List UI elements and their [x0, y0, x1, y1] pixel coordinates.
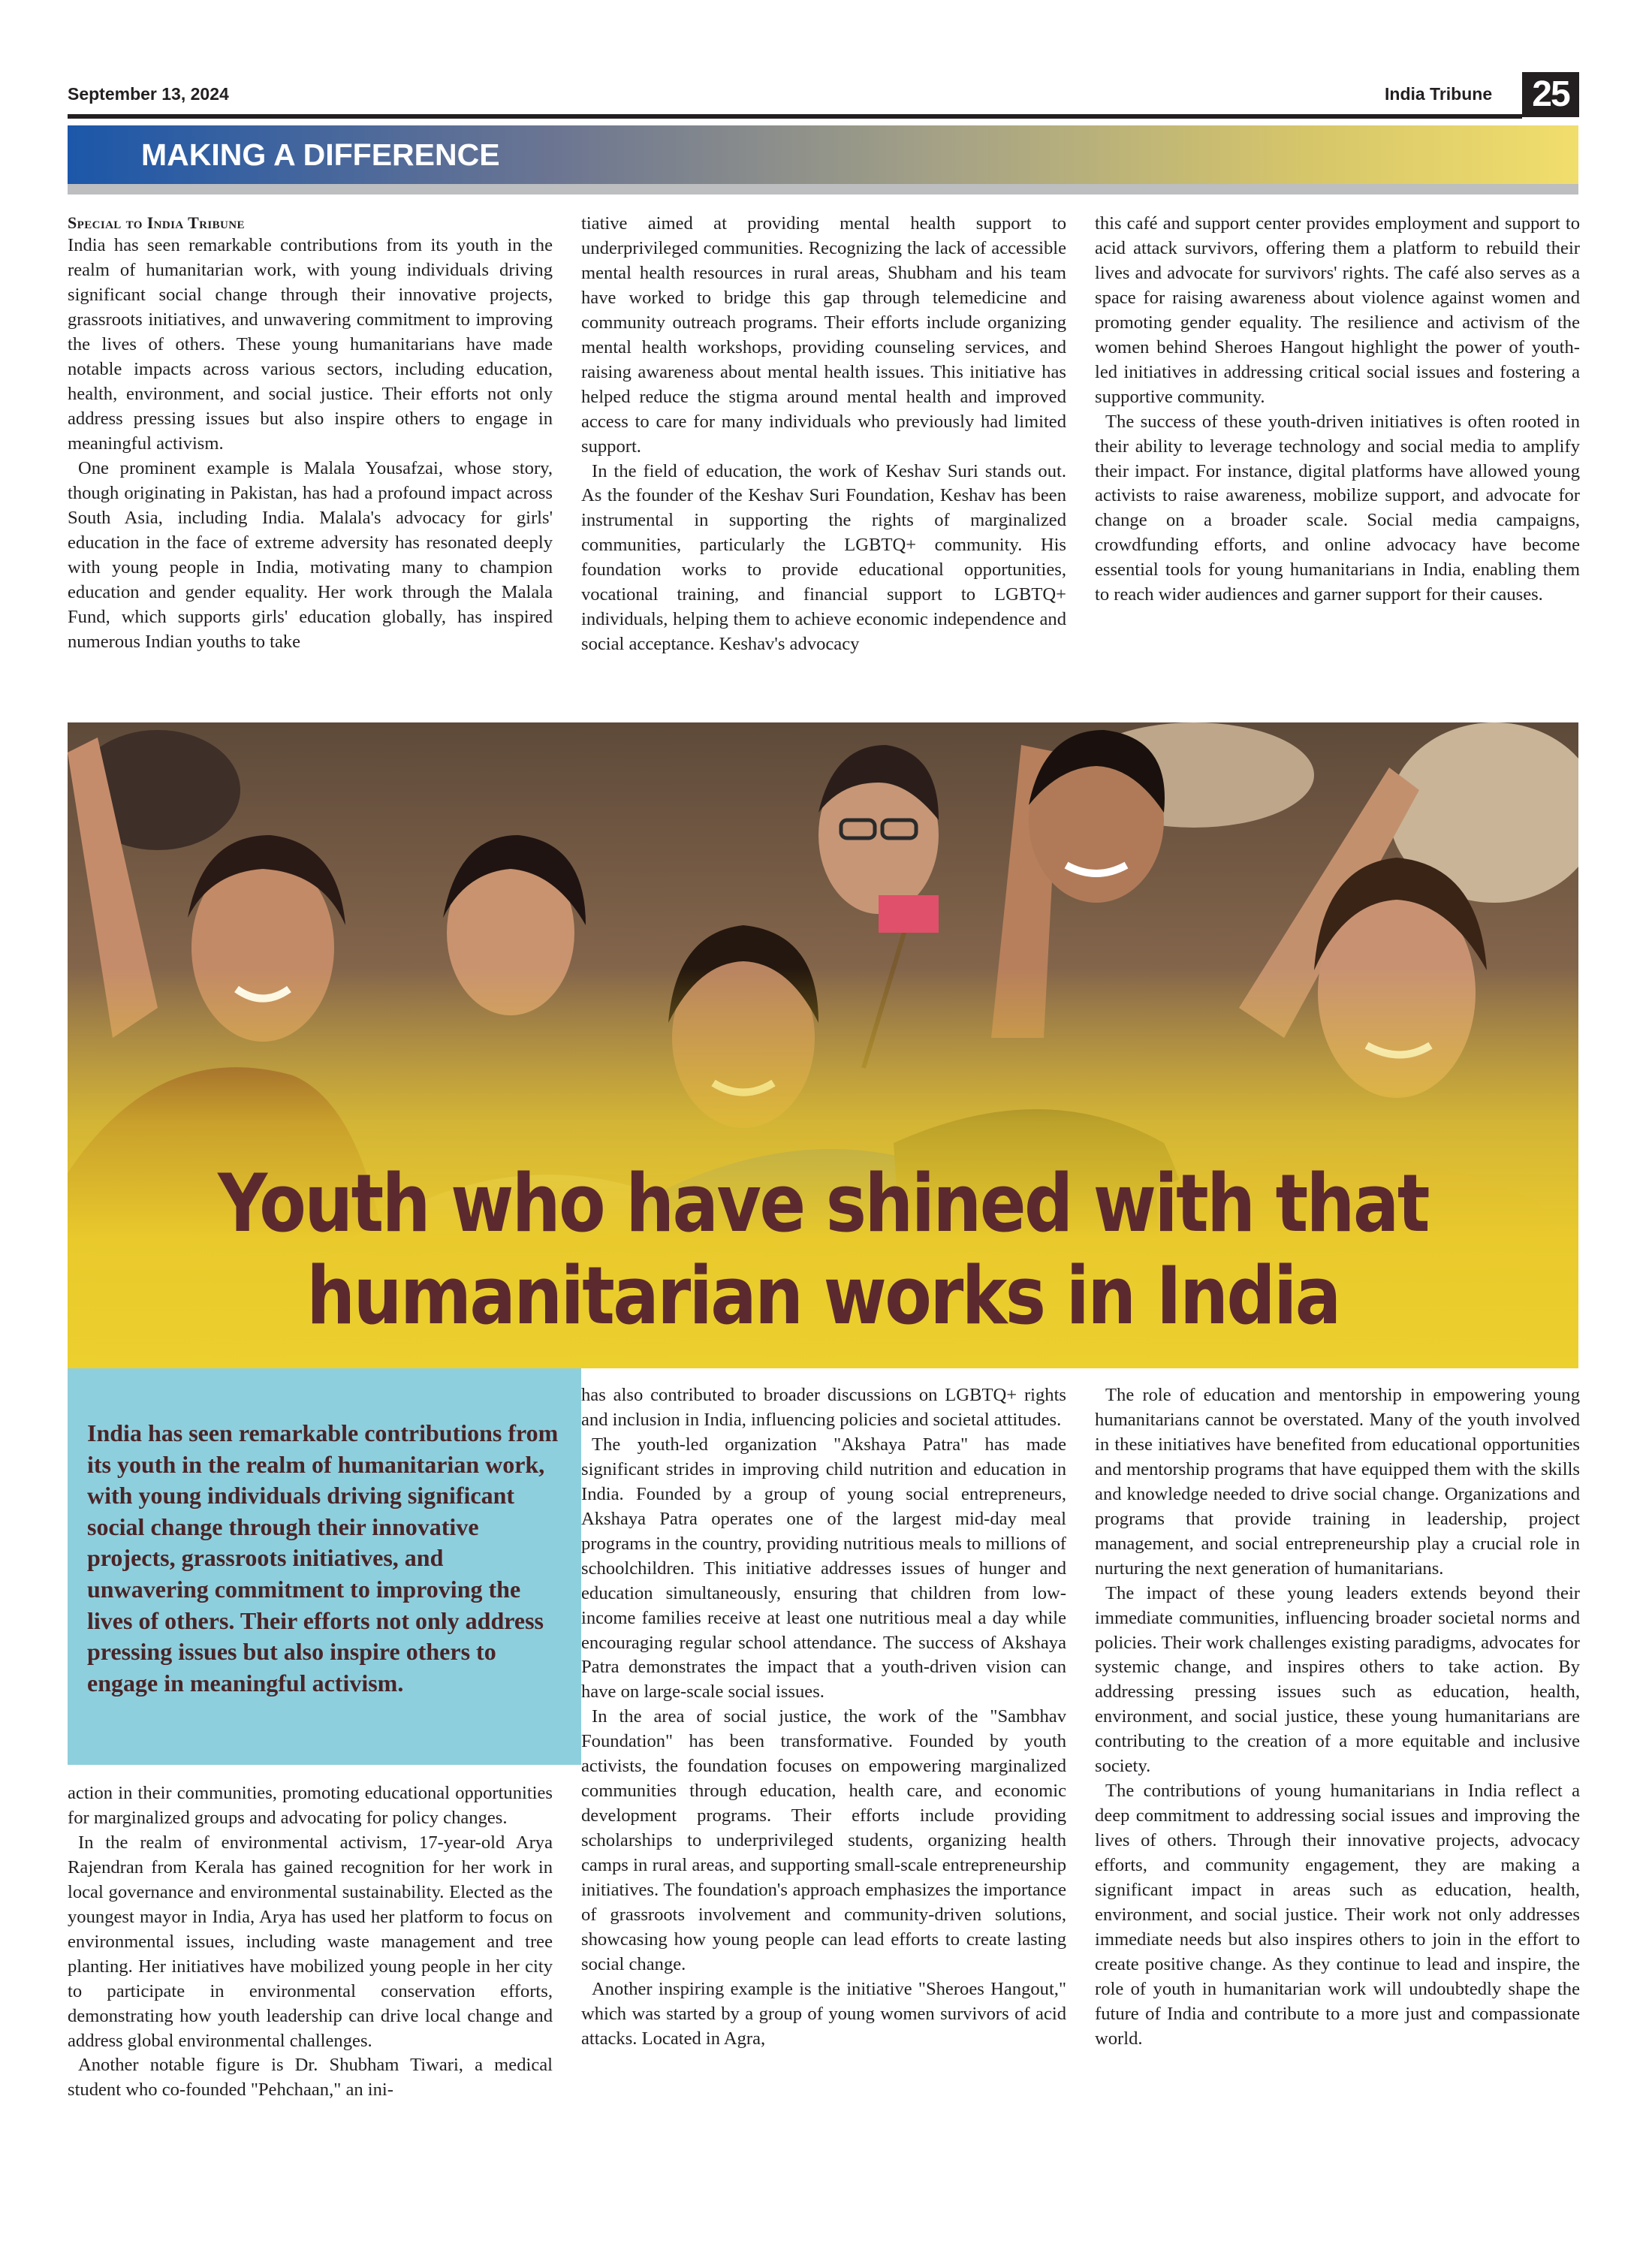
paragraph: Another notable figure is Dr. Shubham Tiwari, a medical student who co-founded "Pehchaan," an ini-: [68, 2055, 553, 2101]
pull-quote-text: India has seen remarkable contributions from its youth in the realm of humanitarian work, with young individuals driving significant social change through their innovative projects, grassroots initiatives, and unwavering commitment to improving the lives of others. Their efforts not only address pressing issues but also inspire others to engage in meaningful activism.: [87, 1419, 559, 1697]
article-column-3-bottom: [1095, 1383, 1580, 2052]
paragraph: tiative aimed at providing mental health support to underprivileged communities. Recognizing the lack of accessible mental health resources in rural areas, Shubham and his team have worked to bridge this gap through telemedicine and community outreach programs. Their efforts include organizing mental health workshops, providing counseling services, and raising awareness about mental health issues. This initiative has helped reduce the stigma around mental health and improved access to care for many individuals who previously had limited support.: [581, 213, 1066, 457]
article-column-1-bottom: [68, 1781, 553, 2103]
byline: Special to India Tribune: [68, 213, 245, 232]
paragraph: In the area of social justice, the work of the "Sambhav Foundation" has been transformative. Founded by youth activists, the foundation focuses on empowering marginalized communities through education, health care, and economic development programs. Their efforts include providing scholarships to underprivileged students, organizing health camps in rural areas, and supporting small-scale entrepreneurship initiatives. The foundation's approach emphasizes the importance of grassroots involvement and community-driven solutions, showcasing how young people can lead efforts to create lasting social change.: [581, 1706, 1066, 1974]
paragraph: India has seen remarkable contributions from its youth in the realm of humanitarian work, with young individuals driving significant social change through their innovative projects, grassroots initiatives, and unwavering commitment to improving the lives of others. These young humanitarians have made notable impacts across various sectors, including education, health, environment, and social justice. Their efforts not only address pressing issues but also inspire others to engage in meaningful activism.: [68, 235, 553, 454]
pull-quote-box: [68, 1368, 581, 1765]
banner-underline: [68, 184, 1578, 195]
section-title: MAKING A DIFFERENCE: [141, 137, 500, 172]
paragraph: action in their communities, promoting educational opportunities for marginalized groups and advocating for policy changes.: [68, 1783, 553, 1828]
publication-name: India Tribune: [1385, 84, 1493, 104]
issue-date: September 13, 2024: [68, 84, 229, 104]
section-banner: [68, 125, 1578, 184]
headline: [173, 1158, 1473, 1343]
headline-line-1: Youth who have shined with that: [218, 1157, 1428, 1250]
header-rule: [68, 114, 1522, 119]
paragraph: One prominent example is Malala Yousafzai, whose story, though originating in Pakistan, has had a profound impact across South Asia, including India. Malala's advocacy for girls' education in the face of extreme adversity has resonated deeply with young people in India, motivating many to champion education and gender equality. Her work through the Malala Fund, which supports girls' education globally, has inspired numerous Indian youths to take: [68, 458, 553, 652]
article-column-2-bottom: [581, 1383, 1066, 2052]
paragraph: has also contributed to broader discussions on LGBTQ+ rights and inclusion in India, influencing policies and societal attitudes.: [581, 1385, 1066, 1430]
paragraph: The youth-led organization "Akshaya Patra" has made significant strides in improving child nutrition and education in India. Founded by a group of young social entrepreneurs, Akshaya Patra operates one of the largest mid-day meal programs in the country, providing nutritious meals to millions of schoolchildren. This initiative addresses issues of hunger and education simultaneously, ensuring that children from low-income families receive at least one nutritious meal a day while encouraging regular school attendance. The success of Akshaya Patra demonstrates the impact that a youth-driven vision can have on large-scale social issues.: [581, 1434, 1066, 1703]
headline-line-2: humanitarian works in India: [306, 1249, 1340, 1342]
paragraph: The contributions of young humanitarians in India reflect a deep commitment to addressing social issues and improving the lives of others. Through their innovative projects, advocacy efforts, and community engagement, they are making a significant impact in areas such as education, health, environment, and social justice. Their work not only addresses immediate needs but also inspires others to join in the effort to create positive change. As they continue to lead and inspire, the role of youth in humanitarian work will undoubtedly shape the future of India and contribute to a more just and compassionate world.: [1095, 1781, 1580, 2049]
lead-photo: [68, 722, 1578, 1368]
paragraph: The impact of these young leaders extends beyond their immediate communities, influencing broader societal norms and policies. Their work challenges existing paradigms, advocates for systemic change, and inspires others to take action. By addressing pressing issues such as education, health, environment, and social justice, these young humanitarians are contributing to the creation of a more equitable and inclusive society.: [1095, 1582, 1580, 1777]
article-column-1-top: [68, 212, 553, 655]
paragraph: In the realm of environmental activism, 17-year-old Arya Rajendran from Kerala has gained recognition for her work in local governance and environmental sustainability. Elected as the youngest mayor in India, Arya has used her platform to focus on environmental issues, including waste management and tree planting. Her initiatives have mobilized young people in her city to participate in environmental conservation efforts, demonstrating how youth leadership can drive local change and address global environmental challenges.: [68, 1832, 553, 2051]
article-column-3-top: [1095, 212, 1580, 608]
paragraph: this café and support center provides employment and support to acid attack survivors, offering them a platform to rebuild their lives and advocate for survivors' rights. The café also serves as a space for raising awareness about violence against women and promoting gender equality. The resilience and activism of the women behind Sheroes Hangout highlight the power of youth-led initiatives in addressing critical social issues and fostering a supportive community.: [1095, 213, 1580, 407]
paragraph: The success of these youth-driven initiatives is often rooted in their ability to leverage technology and social media to amplify their impact. For instance, digital platforms have allowed young activists to raise awareness, mobilize support, and advocate for change on a broader scale. Social media campaigns, crowdfunding efforts, and online advocacy have become essential tools for young humanitarians in India, enabling them to reach wider audiences and garner support for their causes.: [1095, 411, 1580, 605]
paragraph: The role of education and mentorship in empowering young humanitarians cannot be overstated. Many of the youth involved in these initiatives have benefited from educational opportunities and mentorship programs that have equipped them with the skills and knowledge needed to drive social change. Organizations and programs that provide training in leadership, project management, and social entrepreneurship play a crucial role in nurturing the next generation of humanitarians.: [1095, 1385, 1580, 1579]
article-column-2-top: [581, 212, 1066, 657]
paragraph: In the field of education, the work of Keshav Suri stands out. As the founder of the Keshav Suri Foundation, Keshav has been instrumental in supporting the rights of marginalized communities, particularly the LGBTQ+ community. His foundation works to provide educational opportunities, vocational training, and financial support to LGBTQ+ individuals, helping them to achieve economic independence and social acceptance. Keshav's advocacy: [581, 460, 1066, 655]
paragraph: Another inspiring example is the initiative "Sheroes Hangout," which was started by a group of young women survivors of acid attacks. Located in Agra,: [581, 1978, 1066, 2049]
page-number: 25: [1522, 72, 1579, 117]
